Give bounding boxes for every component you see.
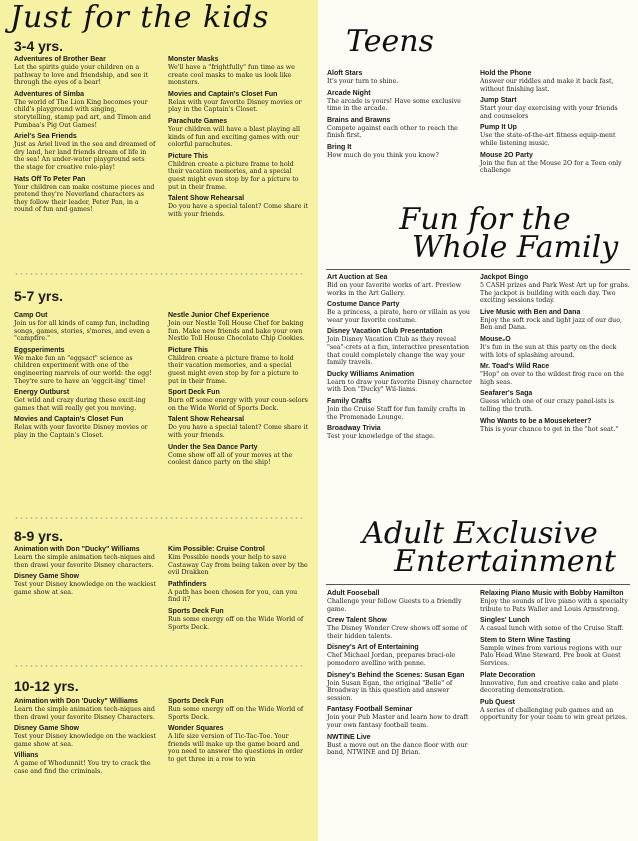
activity-item <box>14 416 156 439</box>
activity-title: Movies and Captain's Closet Fun <box>168 90 278 98</box>
activity-title: Art Auction at Sea <box>327 274 388 281</box>
activity-title: Singles' Lunch <box>480 617 530 625</box>
activity-item <box>327 644 472 667</box>
adult-col1 <box>327 590 472 761</box>
activity-item <box>14 312 156 343</box>
activity-description: Use the state-of-the-art fitness equip-ment while listening music. <box>480 132 616 147</box>
adult-title-line2: Entertainment <box>394 544 616 579</box>
activity-item <box>168 56 310 87</box>
family-title <box>340 202 630 265</box>
activity-item <box>168 312 310 343</box>
activity-item <box>14 347 156 385</box>
activity-description: It's your turn to shine. <box>327 78 399 85</box>
activity-item <box>480 637 630 668</box>
kids-8-9-col2 <box>168 546 310 635</box>
kids-5-7-col2 <box>168 312 310 471</box>
activity-title: Mouse 2O Party <box>480 151 533 159</box>
activity-description: Challenge your fellow Guests to a friendly game. <box>327 598 462 613</box>
activity-title: Camp Out <box>14 312 48 319</box>
activity-title: Eggsperiments <box>14 346 65 354</box>
activity-description: A life size version of Tic-Tac-Toe. Your friends will make up the game board and you need to answer the questions in order to get three in a row to win <box>168 733 304 763</box>
activity-description: Join the Cruise Staff for fun family crafts in the Promenade Lounge. <box>327 405 466 421</box>
activity-description: Join your Pub Master and learn how to draft your own fantasy football team. <box>327 714 469 729</box>
activity-description: We make fun an "eggsact" science as children experiment with one of the engineering marvels of our world: the egg! They're sure to have an 'eggcit-ing' time! <box>14 354 152 385</box>
activity-description: Your children will have a blast playing all kinds of fun and exciting games with our colorful parachutes. <box>168 125 300 149</box>
activity-title: Talent Show Rehearsal <box>168 416 245 424</box>
activity-title: Crew Talent Show <box>327 617 387 625</box>
activity-item <box>480 418 630 434</box>
activity-title: Pump It Up <box>480 124 517 132</box>
activity-description: It's fun in the sun at this party on the deck with lots of splashing around. <box>480 343 617 359</box>
divider <box>14 272 304 276</box>
activity-description: Learn the simple animation tech-niques and then drawi your favorite Disney characters. <box>14 554 155 569</box>
activity-title: Picture This <box>168 152 209 160</box>
activity-title: Kim Possible: Cruise Control <box>168 546 265 553</box>
activity-item <box>168 698 310 721</box>
activity-description: A series of challenging pub games and an opportunity for your team to win great prizes. <box>480 706 628 722</box>
family-col2 <box>480 274 630 437</box>
activity-title: Adventures of Brother Bear <box>14 56 106 63</box>
activity-item <box>14 133 156 171</box>
activity-description: Relax with your favorite Disney movies or play in the Captain's Closet. <box>14 424 148 439</box>
activity-description: Burn off some energy with your coun-selors on the Wide World of Sports Deck. <box>168 397 308 412</box>
activity-title: Broadway Trivia <box>327 425 381 433</box>
divider <box>14 664 304 668</box>
activity-item <box>480 274 630 305</box>
activity-item <box>480 699 630 722</box>
activity-item <box>14 56 156 87</box>
activity-title: Seafarer's Saga <box>480 390 533 398</box>
activity-description: Enjoy the soft rock and light jazz of our duo, Ben and Dana. <box>480 316 622 332</box>
activity-description: Join Susan Egan, the original "Belle" of Broadway in this question and answer session. <box>327 679 453 702</box>
activity-description: Answer our riddles and make it back fast, without finishing last. <box>480 78 614 93</box>
activity-description: Run some energy off on the Wide World of Sports Deck. <box>168 706 304 721</box>
activity-item <box>14 546 156 569</box>
activity-description: Do you have a special talent? Come share it with your friends. <box>168 424 309 439</box>
activity-title: Brains and Brawns <box>327 116 391 124</box>
activity-description: The arcade is yours! Have some exclusive time in the arcade. <box>327 97 461 113</box>
activity-item <box>168 91 310 114</box>
activity-description: Be a princess, a pirate, hero or villain as you wear your favorite costume. <box>327 309 470 324</box>
activity-description: Learn the simple animation tech-niques and then drawi your favorite Disney Characters. <box>14 706 155 721</box>
family-col1 <box>327 274 472 445</box>
divider <box>326 584 630 585</box>
activity-title: NWTINE Live <box>327 733 371 741</box>
activity-title: Relaxing Piano Music with Bobby Hamilton <box>480 590 624 597</box>
activity-item <box>480 363 630 386</box>
activity-item <box>327 274 472 297</box>
activity-description: Kim Possible needs your help to save Castaway Cay from being taken over by the evil Drakken <box>168 554 308 577</box>
activity-title: Fantasy Football Seminar <box>327 706 413 714</box>
activity-description: Do you have a special talent? Come share it with your friends. <box>168 203 309 218</box>
activity-item <box>327 144 472 160</box>
activity-description: Test your Disney knowledge on the wackiest game show at sea. <box>14 733 156 748</box>
activity-item <box>327 706 472 729</box>
activity-title: Jump Start <box>480 97 517 105</box>
activity-item <box>327 425 472 441</box>
activity-item <box>168 546 310 577</box>
teens-col2 <box>480 70 630 179</box>
kids-panel <box>0 0 318 841</box>
family-title-line2: Whole Family <box>411 230 619 265</box>
activity-item <box>14 752 156 775</box>
activity-title: Mr. Toad's Wild Race <box>480 363 550 371</box>
activity-title: Pub Quest <box>480 698 516 706</box>
activity-item <box>327 328 472 366</box>
activity-title: Stem to Stern Wine Tasting <box>480 636 571 644</box>
kids-5-7-col1 <box>14 312 156 444</box>
activity-item <box>327 617 472 640</box>
age-header-10-12: 10-12 yrs. <box>14 678 79 694</box>
age-header-5-7: 5-7 yrs. <box>14 288 64 304</box>
activity-item <box>14 91 156 129</box>
activity-item <box>480 672 630 695</box>
activity-item <box>14 176 156 214</box>
activity-title: Disney Game Show <box>14 573 79 581</box>
activity-description: Come show off all of your moves at the coolest dance party on the ship! <box>168 451 293 467</box>
activity-item <box>327 672 472 703</box>
activity-title: Animation with Don 'Ducky" Williams <box>14 698 138 705</box>
activity-description: A casual lunch with some of the Cruise Staff. <box>480 625 624 633</box>
activity-title: Movies and Captain's Closet Fun <box>14 416 124 424</box>
activity-description: Just as Ariel lived in the sea and dreamed of dry land, her land friends dream of life in the sea! An under-water playground sets the stage for creative role-play! <box>14 141 156 171</box>
activity-item <box>168 347 310 385</box>
activity-description: Get wild and crazy during these excit-ing games that will really get you moving. <box>14 397 146 412</box>
kids-10-12-col1 <box>14 698 156 780</box>
activity-title: Ducky Williams Animation <box>327 370 415 378</box>
activity-title: Energy Outburst <box>14 389 70 397</box>
activity-title: Ariel's Sea Friends <box>14 133 77 141</box>
activity-title: Sport Deck Fun <box>168 389 220 397</box>
kids-8-9-col1 <box>14 546 156 600</box>
activity-item <box>480 124 630 147</box>
activity-title: Arcade Night <box>327 89 371 97</box>
kids-3-4-col2 <box>168 56 310 222</box>
activity-description: "Hop" on over to the wildest frog race on the high seas. <box>480 371 624 386</box>
teens-title: Teens <box>346 24 434 59</box>
activity-description: Innovative, fun and creative cake and plate decorating demonstration. <box>480 679 619 695</box>
activity-title: Family Crafts <box>327 397 372 405</box>
activity-title: Animation with Don "Ducky" Williams <box>14 546 140 553</box>
activity-item <box>168 416 310 439</box>
activity-item <box>168 608 310 631</box>
activity-item <box>480 390 630 413</box>
activity-description: Compete against each other to reach the finish first. <box>327 124 458 140</box>
activity-description: Children create a picture frame to hold their vacation memories, and a special guest might even stop by for a picture to put in their frame. <box>168 160 299 191</box>
activity-description: Children create a picture frame to hold their vacation memories, and a special guest might even stop by for a picture to put in their frame. <box>168 354 299 385</box>
activity-item <box>480 590 630 613</box>
adult-title-line1: Adult Exclusive <box>362 516 598 551</box>
activity-description: Sample wines from various regions with our Palo Head Wine Steward. Pre book at Guest Services. <box>480 644 622 667</box>
activity-description: We'll have a "frightfully" fun time as we create cool masks to make us look like monsters. <box>168 64 295 87</box>
activity-title: Wonder Squares <box>168 725 224 733</box>
activity-description: A path has been chosen for you, can you find it? <box>168 588 298 604</box>
activity-description: Test your Disney knowledge on the wackiest game show at sea. <box>14 581 156 596</box>
activity-description: How much do you think you know? <box>327 151 439 159</box>
activity-title: Nestle Junior Chef Experience <box>168 312 270 319</box>
activity-item <box>480 309 630 332</box>
activity-description: Let the spirits guide your children on a pathway to love and friendship, and see it through the eyes of a bear! <box>14 64 148 87</box>
age-header-3-4: 3-4 yrs. <box>14 38 64 54</box>
activity-title: Pathfinders <box>168 580 207 588</box>
divider <box>14 516 304 520</box>
activity-description: Chef Michael Jordan, prepares braci-ole pomodoro avellino with penne. <box>327 652 456 667</box>
activity-description: Relax with your favorite Disney movies or play in the Captain's Closet. <box>168 98 302 114</box>
activity-title: Live Music with Ben and Dana <box>480 308 581 316</box>
activity-item <box>480 97 630 120</box>
activity-description: Bust a move out on the dance floor with our band, NTWINE and DJ Brian. <box>327 741 468 757</box>
activity-item <box>480 336 630 359</box>
activity-description: Enjoy the sounds of live piano with a specialty tribute to Pats Waller and Louis Armstrong. <box>480 598 628 613</box>
activity-title: Under the Sea Dance Party <box>168 443 258 451</box>
activity-description: Your children can make costume pieces and pretend they're Neverland characters as they follow their leader, Peter Pan, in a round of fun and games! <box>14 183 155 214</box>
activity-item <box>14 573 156 596</box>
activity-item <box>480 70 630 93</box>
kids-10-12-col2 <box>168 698 310 768</box>
activity-description: Join us for all kinds of camp fun, including songs, games, stories, s'mores, and even a "campfire." <box>14 320 150 343</box>
activity-item <box>327 90 472 113</box>
kids-title: Just for the kids <box>10 0 270 35</box>
activity-title: Adventures of Simba <box>14 90 85 98</box>
family-title-line1: Fun for the <box>399 202 571 237</box>
activity-title: Bring It <box>327 143 352 151</box>
adult-col2 <box>480 590 630 726</box>
activity-description: Test your knowledge of the stage. <box>327 433 435 441</box>
age-header-8-9: 8-9 yrs. <box>14 528 64 544</box>
activity-item <box>14 725 156 748</box>
activity-title: Mouse₂O <box>480 335 511 343</box>
activity-description: The Disney Wonder Crew shows off some of their hidden talents. <box>327 625 468 640</box>
activity-item <box>480 617 630 633</box>
activity-description: Join the fun at the Mouse 2O for a Teen only challenge <box>480 159 622 175</box>
activity-title: Disney's Art of Entertaining <box>327 644 419 652</box>
activity-description: Join our Nestle Toll House Chef for baking fun. Make new friends and bake your own Nestle Toll House Chocolate Chip Cookies. <box>168 320 305 343</box>
activity-item <box>168 725 310 763</box>
activity-item <box>168 389 310 412</box>
activity-item <box>14 389 156 412</box>
adult-title <box>330 516 630 579</box>
activity-description: Bid on your favorite works of art. Preview works in the Art Gallery. <box>327 282 461 297</box>
activity-item <box>168 195 310 218</box>
activity-title: Aloft Stars <box>327 70 363 77</box>
activity-title: Plate Decoration <box>480 671 536 679</box>
activity-description: Guess which one of our crazy panel-ists is telling the truth. <box>480 398 615 413</box>
activity-title: Who Wants to be a Mouseketeer? <box>480 417 592 425</box>
activity-title: Picture This <box>168 346 209 354</box>
activity-description: Join Disney Vacation Club as they reveal "sea"-crets at a fun, interactive presentation that could completely change the way your family travels. <box>327 336 470 367</box>
activity-item <box>327 301 472 324</box>
activity-item <box>327 734 472 757</box>
activity-item <box>327 371 472 394</box>
activity-description: Learn to draw your favorite Disney character with Don "Ducky" Wil-liams. <box>327 378 472 394</box>
activity-item <box>480 152 630 175</box>
activity-title: Monster Masks <box>168 56 219 63</box>
activity-description: Start your day exercising with your friends and counselors <box>480 105 618 120</box>
activity-item <box>14 698 156 721</box>
activity-title: Disney's Behind the Scenes: Susan Egan <box>327 671 465 679</box>
activity-item <box>168 118 310 149</box>
activity-description: This is your chance to get in the "hot seat." <box>480 425 619 433</box>
activity-title: Hats Off To Peter Pan <box>14 175 86 183</box>
activity-title: Costume Dance Party <box>327 301 400 309</box>
activity-item <box>168 581 310 604</box>
activity-description: 5 CASH prizes and Park West Art up for grabs. The jackpot is building with each day. Two exciting sessions today. <box>480 282 630 305</box>
activity-description: Run some energy off on the Wide World of Sports Deck. <box>168 615 304 631</box>
activity-title: Adult Fooseball <box>327 590 380 597</box>
activity-title: Talent Show Rehearsal <box>168 195 245 203</box>
activity-title: Hold the Phone <box>480 70 532 77</box>
activity-item <box>168 153 310 191</box>
kids-3-4-col1 <box>14 56 156 218</box>
activity-item <box>327 70 472 86</box>
activity-description: The world of The Lion King becomes your child's playground with singing, storytelling, stamp pad art, and Timon and Pumbaa's Pig Out Games! <box>14 98 151 129</box>
teens-col1 <box>327 70 472 164</box>
activity-title: Sports Deck Fun <box>168 607 224 615</box>
divider <box>326 269 630 270</box>
activity-title: Disney Game Show <box>14 725 79 733</box>
activity-description: A game of Whodunnit! You try to crack the case and find the criminals. <box>14 760 151 775</box>
activity-item <box>327 590 472 613</box>
activity-title: Sports Deck Fun <box>168 698 224 705</box>
activity-title: Jackpot Bingo <box>480 274 529 281</box>
activity-title: Parachute Games <box>168 117 228 125</box>
activity-item <box>327 398 472 421</box>
activity-item <box>168 444 310 467</box>
activity-title: Disney Vacation Club Presentation <box>327 328 443 336</box>
activity-title: Villians <box>14 752 39 760</box>
activity-item <box>327 117 472 140</box>
